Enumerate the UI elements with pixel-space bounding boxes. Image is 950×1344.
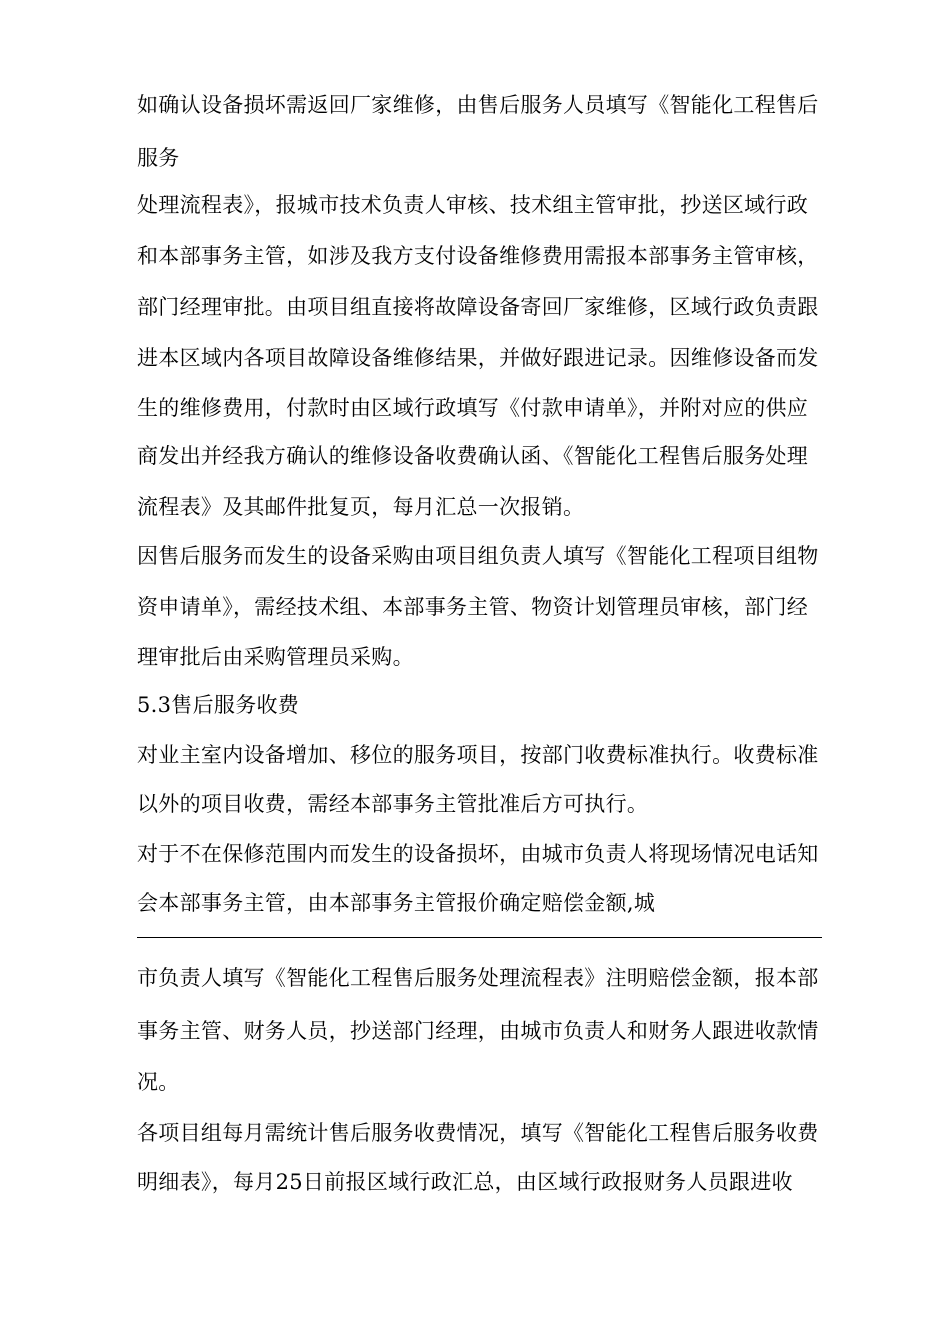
page-divider [137, 937, 822, 938]
text-line: 以外的项目收费，需经本部事务主管批准后方可执行。 [137, 792, 649, 816]
text-line: 资申请单》，需经技术组、本部事务主管、物资计划管理员审核，部门经 [137, 595, 809, 619]
text-line: 进本区域内各项目故障设备维修结果，并做好跟进记录。因维修设备而发 [137, 346, 819, 370]
text-line: 况。 [137, 1070, 180, 1094]
text-line: 流程表》及其邮件批复页，每月汇总一次报销。 [137, 495, 585, 519]
text-line: 事务主管、财务人员，抄送部门经理，由城市负责人和财务人跟进收款情 [137, 1019, 819, 1043]
text-line: 处理流程表》，报城市技术负责人审核、技术组主管审批，抄送区域行政 [137, 193, 809, 217]
text-line: 因售后服务而发生的设备采购由项目组负责人填写《智能化工程项目组物 [137, 544, 819, 568]
text-line: 如确认设备损坏需返回厂家维修，由售后服务人员填写《智能化工程售后 [137, 93, 819, 117]
text-line: 明细表》，每月25日前报区域行政汇总，由区域行政报财务人员跟进收 [137, 1170, 793, 1194]
text-line: 服务 [137, 146, 180, 170]
text-line: 市负责人填写《智能化工程售后服务处理流程表》注明赔偿金额，报本部 [137, 966, 819, 990]
text-line: 会本部事务主管，由本部事务主管报价确定赔偿金额,城 [137, 891, 656, 915]
text-line: 商发出并经我方确认的维修设备收费确认函、《智能化工程售后服务处理 [137, 444, 809, 468]
text-line: 各项目组每月需统计售后服务收费情况，填写《智能化工程售后服务收费 [137, 1121, 819, 1145]
text-line: 对于不在保修范围内而发生的设备损坏，由城市负责人将现场情况电话知 [137, 842, 819, 866]
text-line: 生的维修费用，付款时由区域行政填写《付款申请单》，并附对应的供应 [137, 396, 809, 420]
text-line: 理审批后由采购管理员采购。 [137, 645, 414, 669]
text-line: 和本部事务主管，如涉及我方支付设备维修费用需报本部事务主管审核， [137, 244, 819, 268]
section-heading: 5.3售后服务收费 [137, 693, 300, 717]
text-line: 对业主室内设备增加、移位的服务项目，按部门收费标准执行。收费标准 [137, 743, 819, 767]
text-line: 部门经理审批。由项目组直接将故障设备寄回厂家维修，区域行政负责跟 [137, 295, 819, 319]
